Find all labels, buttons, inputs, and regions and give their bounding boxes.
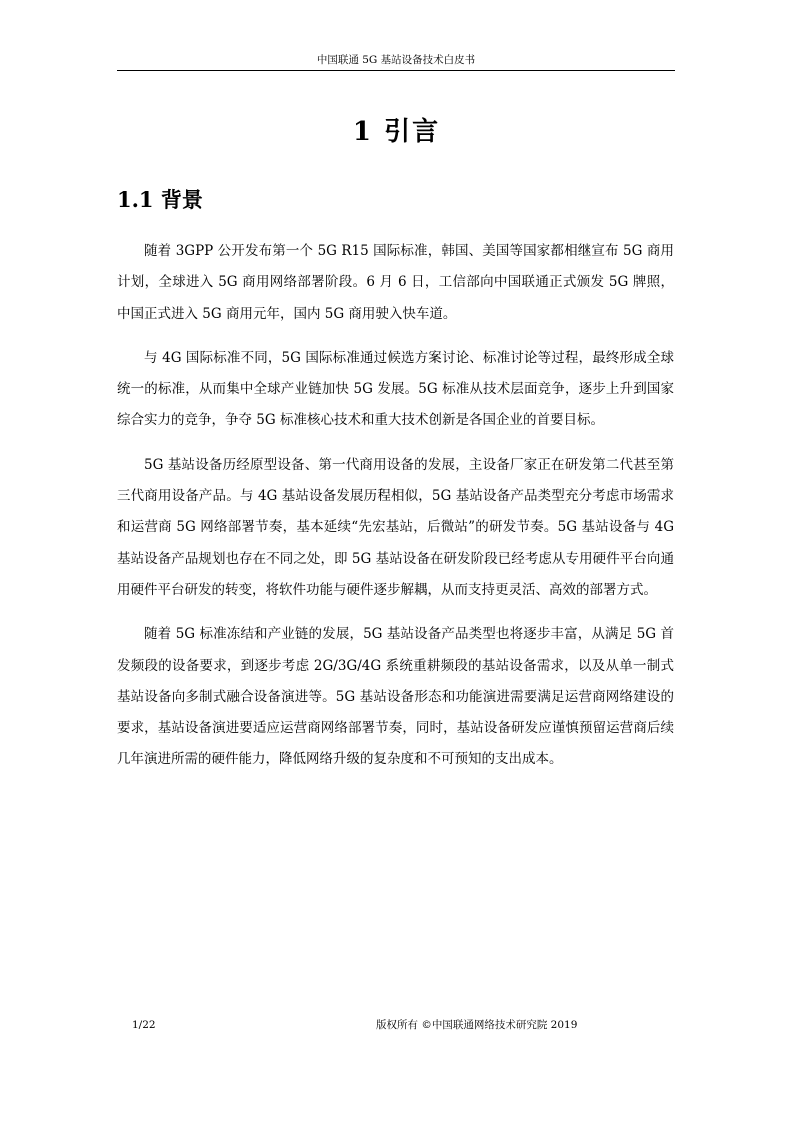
- section-title: 1.1 背景: [117, 187, 203, 212]
- paragraph: 随着 5G 标准冻结和产业链的发展，5G 基站设备产品类型也将逐步丰富，从满足 5G 首发频段的设备要求，到逐步考虑 2G/3G/4G 系统重耕频段的基站设备需求，以及从单一制式基站设备向多制式融合设备演进等。5G 基站设备形态和功能演进需要满足运营商网络建设的要求，基站设备演进要适应运营商网络部署节奏，同时，基站设备研发应谨慎预留运营商后续几年演进所需的硬件能力，降低网络升级的复杂度和不可预知的支出成本。: [117, 626, 674, 768]
- paragraph: 随着 3GPP 公开发布第一个 5G R15 国际标准，韩国、美国等国家都相继宣布 5G 商用计划，全球进入 5G 商用网络部署阶段。6 月 6 日，工信部向中国联通正式颁发 5G 牌照，中国正式进入 5G 商用元年，国内 5G 商用驶入快车道。: [117, 243, 674, 322]
- paragraph: 5G 基站设备历经原型设备、第一代商用设备的发展，主设备厂家正在研发第二代甚至第三代商用设备产品。与 4G 基站设备发展历程相似，5G 基站设备产品类型充分考虑市场需求和运营商 5G 网络部署节奏，基本延续“先宏基站，后微站”的研发节奏。5G 基站设备与 4G 基站设备产品规划也存在不同之处，即 5G 基站设备在研发阶段已经考虑从专用硬件平台向通用硬件平台研发的转变，将软件功能与硬件逐步解耦，从而支持更灵活、高效的部署方式。: [117, 456, 674, 598]
- page-number: 1/22: [132, 1019, 156, 1031]
- body-text: [117, 236, 674, 789]
- paragraph: 与 4G 国际标准不同，5G 国际标准通过候选方案讨论、标准讨论等过程，最终形成全球统一的标准，从而集中全球产业链加快 5G 发展。5G 标准从技术层面竞争，逐步上升到国家综合实力的竞争，争夺 5G 标准核心技术和重大技术创新是各国企业的首要目标。: [117, 349, 674, 429]
- copyright-notice: 版权所有 ©中国联通网络技术研究院 2019: [376, 1019, 578, 1031]
- chapter-title: 1 引言: [352, 117, 441, 147]
- running-header: 中国联通 5G 基站设备技术白皮书: [117, 53, 675, 71]
